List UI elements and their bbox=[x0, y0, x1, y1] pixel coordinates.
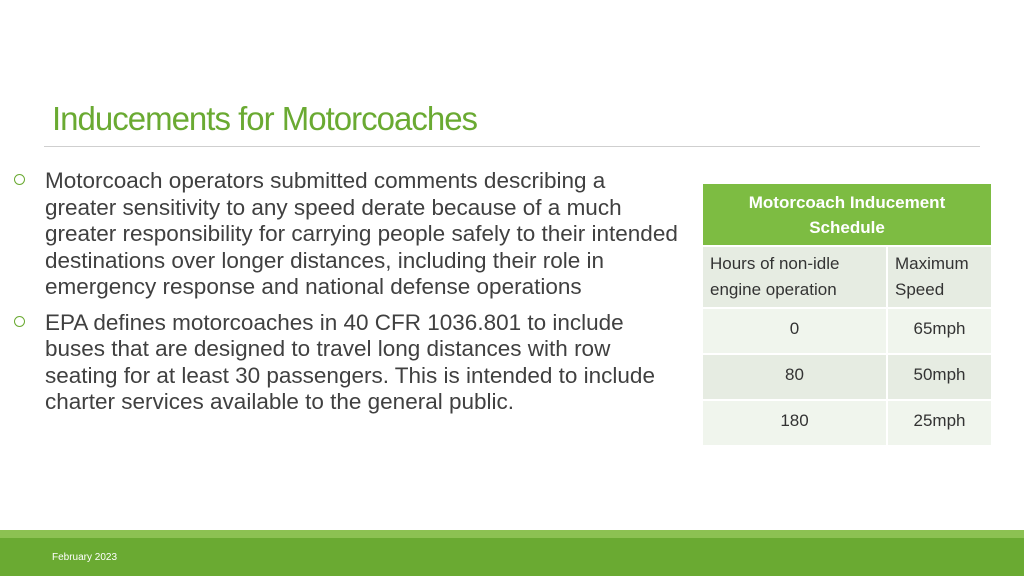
cell-speed: 50mph bbox=[887, 354, 991, 400]
inducement-schedule-table bbox=[703, 184, 991, 447]
table-row bbox=[703, 308, 991, 354]
table-row bbox=[703, 400, 991, 446]
title-divider bbox=[44, 146, 980, 147]
table-title: Motorcoach Inducement Schedule bbox=[703, 184, 991, 246]
circle-bullet-icon bbox=[14, 174, 25, 185]
cell-speed: 65mph bbox=[887, 308, 991, 354]
bullet-text: Motorcoach operators submitted comments describing a greater sensitivity to any speed derate because of a much greater responsibility for carrying people safely to their intended destinations over longer distances, including their role in emergency response and national defense operations bbox=[45, 168, 678, 299]
cell-speed: 25mph bbox=[887, 400, 991, 446]
cell-hours: 0 bbox=[703, 308, 887, 354]
column-header-speed: Maximum Speed bbox=[887, 246, 991, 308]
footer-date: February 2023 bbox=[52, 552, 118, 563]
footer-accent-stripe bbox=[0, 530, 1024, 538]
table-row bbox=[703, 354, 991, 400]
bullet-item bbox=[14, 310, 682, 416]
cell-hours: 180 bbox=[703, 400, 887, 446]
table-title-row bbox=[703, 184, 991, 246]
table-header-row bbox=[703, 246, 991, 308]
circle-bullet-icon bbox=[14, 316, 25, 327]
bullet-item bbox=[14, 168, 682, 301]
slide-title: Inducements for Motorcoaches bbox=[52, 100, 478, 137]
bullet-list bbox=[14, 168, 682, 425]
column-header-hours: Hours of non-idle engine operation bbox=[703, 246, 887, 308]
bullet-text: EPA defines motorcoaches in 40 CFR 1036.801 to include buses that are designed to travel long distances with row seating for at least 30 passengers. This is intended to include charter services available to the general public. bbox=[45, 309, 655, 414]
cell-hours: 80 bbox=[703, 354, 887, 400]
